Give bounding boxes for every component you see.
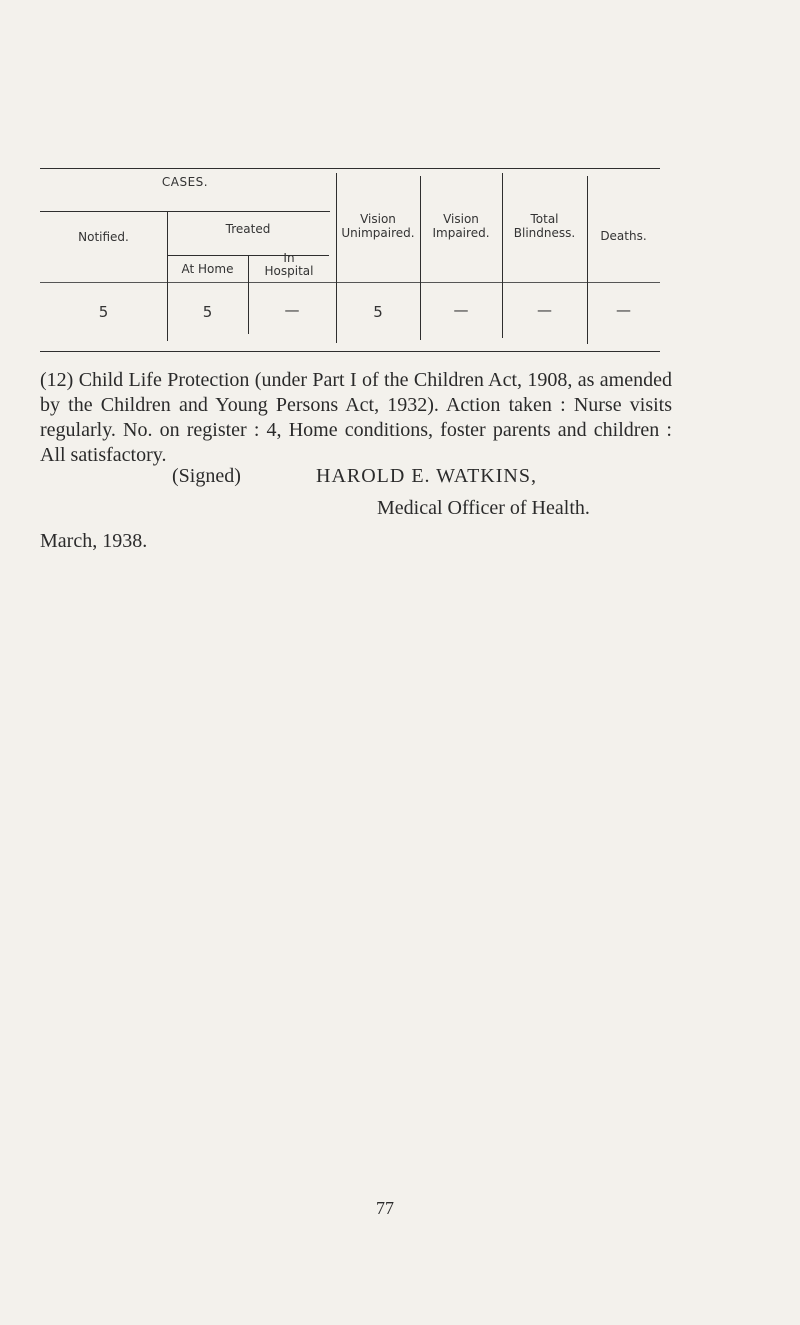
signatory-name: HAROLD E. WATKINS,: [316, 465, 537, 487]
treated-header: Treated: [225, 222, 271, 236]
notified-value: 5: [98, 303, 109, 321]
vision-impaired-value: —: [453, 301, 469, 319]
cases-table: [40, 168, 660, 352]
child-life-protection-paragraph: (12) Child Life Protection (under Part I of the Children Act, 1908, as amended by the Children and Young Persons Act, 1932). Action taken : Nurse visits regularly. No. on register : 4, Home conditions, foster parents and children : All satisfactory.: [40, 369, 672, 466]
notified-header: Notified.: [78, 230, 129, 244]
vision-unimpaired-header: Vision Unimpaired.: [341, 212, 415, 240]
at-home-value: 5: [202, 303, 213, 321]
total-blindness-value: —: [537, 301, 552, 319]
deaths-header: Deaths.: [600, 229, 647, 243]
deaths-value: —: [616, 301, 631, 319]
report-date: March, 1938.: [40, 530, 148, 552]
vision-impaired-header: Vision Impaired.: [432, 212, 490, 240]
vision-unimpaired-value: 5: [373, 303, 383, 321]
in-hospital-header: In Hospital: [264, 251, 314, 278]
at-home-header: At Home: [181, 262, 234, 276]
total-blindness-header: Total Blindness.: [513, 212, 576, 240]
cases-header: CASES.: [161, 175, 209, 189]
signatory-title: Medical Officer of Health.: [377, 497, 590, 519]
in-hospital-value: —: [284, 301, 300, 319]
page-number: 77: [376, 1198, 394, 1218]
signed-label: (Signed): [172, 465, 241, 487]
